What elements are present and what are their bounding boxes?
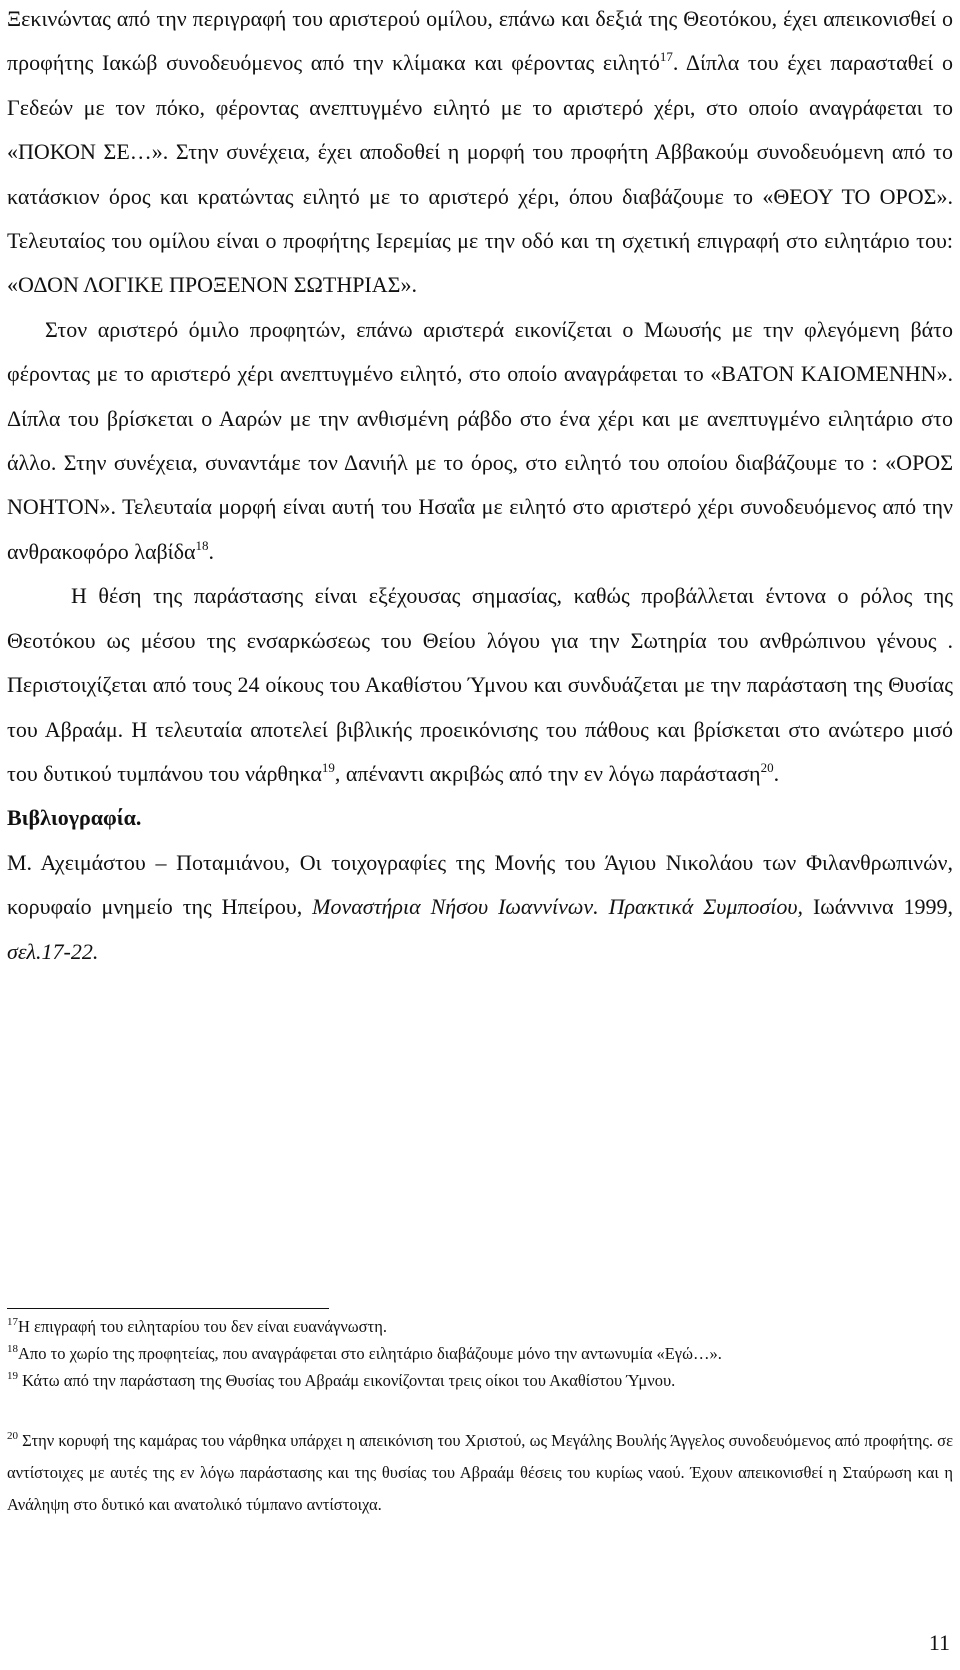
footnote-20: $^{20}$ Στην κορυφή της καμάρας του νάρθηκα υπάρχει η απεικόνιση του Χριστού, ως Μεγάλης Βουλής Άγγελος συνοδευόμενος από προφήτης. σε αντίστοιχες με αυτές της εν λόγω παράστασης και της θυσίας του Αβραάμ θέσεις του κυρίως ναού. Έχουν απεικονισθεί η Σταύρωση και η Ανάληψη στο δυτικό και ανατολικό τύμπανο αντίστοιχα. [7,1429,953,1514]
bibliography-entry: Μ. Αχειμάστου – Ποταμιάνου, Οι τοιχογραφίες της Μονής του Άγιου Νικολάου των Φιλανθρωπινών, κορυφαίο μνημείο της Ηπείρου, Μοναστήρια Νήσου Ιωαννίνων. Πρακτικά Συμποσίου, Ιωάννινα 1999, σελ.17-22. [7,849,953,964]
main-text [7,0,953,974]
bibliography-heading: Βιβλιογραφία. [7,805,142,831]
footnote-ref-17[interactable]: 17 [659,49,673,65]
paragraph-2: Στον αριστερό όμιλο προφητών, επάνω αριστερά εικονίζεται ο Μωυσής με την φλεγόμενη βάτο φέροντας με το αριστερό χέρι ανεπτυγμένο ειλητό, στο οποίο αναγράφεται το «ΒΑΤΟΝ ΚΑΙΟΜΕΝΗΝ». Δίπλα του βρίσκεται ο Ααρών με την ανθισμένη ράβδο στο ένα χέρι και με ανεπτυγμένο ειλητάριο στο άλλο. Στην συνέχεια, συναντάμε τον Δανιήλ με το όρος, στο ειλητό του οποίου διαβάζουμε το : «ΟΡΟΣ ΝΟΗΤΟΝ». Τελευταία μορφή είναι αυτή του Ησαΐα με ειλητό στο αριστερό χέρι συνοδευόμενος από την ανθρακοφόρο λαβίδα$^{18}$. [7,316,953,564]
footnote-ref-19[interactable]: 19 [321,759,335,775]
footnote-ref-20[interactable]: 20 [760,759,774,775]
page-number: 11 [928,1630,950,1655]
paragraph-3: Η θέση της παράστασης είναι εξέχουσας σημασίας, καθώς προβάλλεται έντονα ο ρόλος της Θεοτόκου ως μέσου της ενσαρκώσεως του Θείου λόγου για την Σωτηρία του ανθρώπινου γένους . Περιστοιχίζεται από τους 24 οίκους του Ακαθίστου Ύμνου και συνδυάζεται με την παράσταση της Θυσίας του Αβραάμ. Η τελευταία αποτελεί βιβλικής προεικόνισης του πάθους και βρίσκεται στο ανώτερο μισό του δυτικού τυμπάνου του νάρθηκα$^{19}$, απέναντι ακριβώς από την εν λόγω παράσταση$^{20}$. [7,583,953,786]
footnote-separator [7,1308,329,1309]
footnote-18: $^{18}$Απο το χωρίο της προφητείας, που αναγράφεται στο ειλητάριο διαβάζουμε μόνο την αντωνυμία «Εγώ…». [7,1342,722,1363]
footnotes [7,1313,953,1394]
paragraph-1: Ξεκινώντας από την περιγραφή του αριστερού ομίλου, επάνω και δεξιά της Θεοτόκου, έχει απεικονισθεί ο προφήτης Ιακώβ συνοδευόμενος από την κλίμακα και φέροντας ειλητό$^{17}$. Δίπλα του έχει παρασταθεί ο Γεδεών με τον πόκο, φέροντας ανεπτυγμένο ειλητό με το αριστερό χέρι, στο οποίο αναγράφεται το «ΠΟΚΟΝ ΣΕ…». Στην συνέχεια, έχει αποδοθεί η μορφή του προφήτη Αββακούμ συνοδευόμενη από το κατάσκιον όρος και κρατώντας ειλητό με το αριστερό χέρι, όπου διαβάζουμε το «ΘΕΟΥ ΤΟ ΟΡΟΣ». Τελευταίος του ομίλου είναι ο προφήτης Ιερεμίας με την οδό και τη σχετική επιγραφή στο ειλητάριο του: «ΟΔΟΝ ΛΟΓΙΚΕ ΠΡΟΞΕΝΟΝ ΣΩΤΗΡΙΑΣ». [7,6,953,298]
footnote-ref-18[interactable]: 18 [195,537,209,553]
footnote-19: $^{19}$ Κάτω από την παράσταση της Θυσίας του Αβραάμ εικονίζονται τρεις οίκοι του Ακαθίστου Ύμνου. [7,1369,676,1390]
footnote-17: $^{17}$Η επιγραφή του ειληταρίου του δεν είναι ευανάγνωστη. [7,1315,387,1336]
footnotes-continued [7,1425,953,1521]
